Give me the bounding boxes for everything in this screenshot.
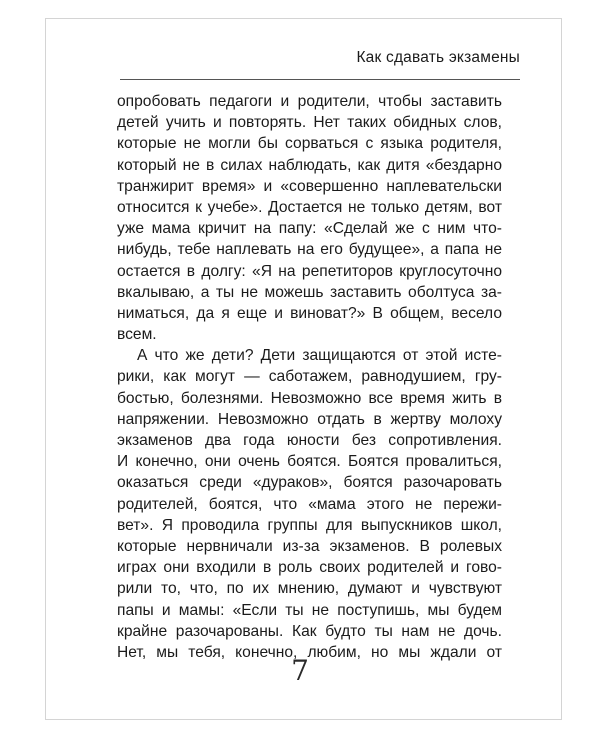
text-line: папы и мамы: «Если ты не поступишь, мы будем — [117, 601, 502, 619]
text-line: бостью, болезнями. Невозможно все время жить в — [117, 389, 502, 407]
text-line: остается в долгу: «Я на репетиторов круглосуточно — [117, 262, 502, 280]
text-line: которые нервничали из-за экзаменов. В ролевых — [117, 537, 502, 555]
text-line: уже мама кричит на папу: «Сделай же с ним что- — [117, 220, 502, 238]
text-line: напряжении. Невозможно отдать в жертву молоху — [117, 410, 502, 428]
text-line: ниматься, да я еще и виноват?» В общем, весело — [117, 304, 502, 322]
text-line: всем. — [117, 326, 157, 344]
text-line: играх они входили в роль своих родителей и гово- — [117, 559, 502, 577]
text-line: родителей, боятся, что «мама этого не пережи- — [117, 495, 502, 513]
body-text — [117, 91, 502, 663]
text-line: нибудь, тебе наплевать на его будущее», а папа не — [117, 241, 502, 259]
text-line: рили то, что, по их мнению, думают и чувствуют — [117, 580, 502, 598]
text-line: А что же дети? Дети защищаются от этой исте- — [137, 347, 502, 365]
text-line: которые не могли бы сорваться с языка родителя, — [117, 135, 502, 153]
running-header: Как сдавать экзамены — [356, 49, 520, 66]
text-line: вкалываю, а ты не можешь заставить оболтуса за- — [117, 283, 502, 301]
text-line: рики, как могут — саботажем, равнодушием, гру- — [117, 368, 502, 386]
text-line: крайне разочарованы. Как будто ты нам не дочь. — [117, 622, 502, 640]
text-line: Нет, мы тебя, конечно, любим, но мы ждали от — [117, 643, 502, 661]
page-number: 7 — [291, 654, 309, 687]
header-rule — [120, 79, 520, 80]
text-line: детей учить и повторять. Нет таких обидных слов, — [117, 114, 502, 132]
text-line: опробовать педагоги и родители, чтобы заставить — [117, 93, 502, 110]
text-line: транжирит время» и «совершенно наплевательски — [117, 177, 502, 195]
text-line: И конечно, они очень боятся. Боятся провалиться, — [117, 453, 502, 471]
text-line: экзаменов два года юности без сопротивления. — [117, 432, 502, 449]
text-line: оказаться среди «дураков», боятся разочаровать — [117, 474, 502, 492]
text-line: относится к учебе». Достается не только детям, вот — [117, 198, 502, 216]
text-line: вет». Я проводила группы для выпускников школ, — [117, 516, 502, 534]
text-line: который не в силах наблюдать, как дитя «бездарно — [117, 156, 502, 174]
